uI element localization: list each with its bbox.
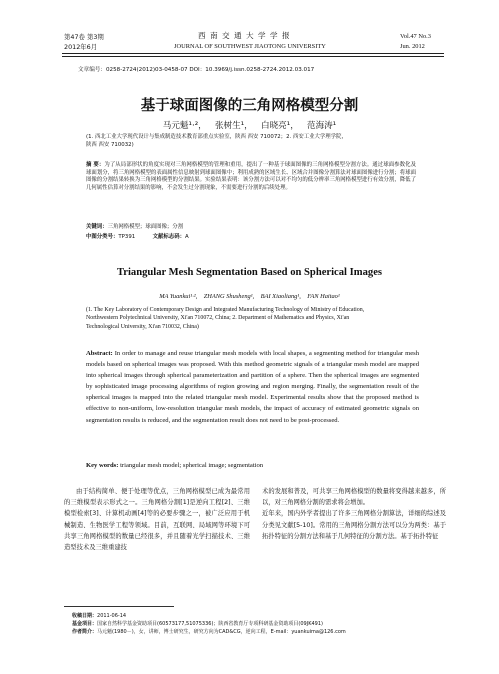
- doc-code-label: 文献标志码：: [152, 234, 185, 240]
- affiliation-en: [86, 306, 426, 331]
- title-cn: 基于球面图像的三角网格模型分割: [140, 98, 359, 114]
- footnote-author: [72, 628, 452, 636]
- doc-code-value: A: [185, 234, 189, 240]
- body-left-column: 由于结构简单、便于处理等优点，三角网格模型已成为最常用的三维模型表示形式之一。三角网格分割[1]是逆向工程[2]、三维模型检索[3]、计算机动画[4]等的必要步骤之一，被广泛应用于机械制造、生物医学工程等领域。目前，互联网、局域网等环境下可共享三角网格模型的数量已经很多，并且随着光学扫描技术、三维造型技术及三维重建技: [64, 488, 250, 552]
- received-date: 2011-06-14: [97, 613, 127, 619]
- header-rule-thin: [62, 56, 444, 57]
- header-journal-cn: 西 南 交 通 大 学 学 报: [198, 31, 291, 40]
- abstract-cn-text: 为了从局部形状的角度实现对三角网格模型的管理和重用，提出了一种基于球面图像的三角网格模型分割方法。通过球面参数化及球面划分，将三角网格模型的表面属性信息映射到球面图像中；利用成熟的区域生长、区域合并图像分割算法对球面图像进行分割；将球面图像的分割结果转换为三角网格模型的分割结果。实验结果表明：该分割方法可以对不均匀的低分辨率三角网格模型进行有效分割，降低了几何属性估算对分割结果的影响，不会发生过分割现象，不需要进行分割的后续处理。: [86, 162, 416, 191]
- footnote-rule: [64, 606, 174, 607]
- affiliation-en-line-2: Northwestern Polytechnical University, Xi'an 710072, China; 2. Department of Mathematics and Physics, Xi'an: [86, 315, 350, 322]
- affiliation-en-line-3: Technological University, Xi'an 710032, China): [86, 323, 199, 330]
- body-right-column: 术的发展和普及，可共享三角网格模型的数量将变得越来越多，所以，对三角网格分割的需求将会增加。 近年来，国内外学者提出了许多三角网格分割算法，详细的综述及分类见文献[5-10]。常用的三角网格分割方法可以分为两类：基于拓扑特征的分割方法和基于几何特征的分割方法。基于拓扑特征: [262, 488, 446, 540]
- clc-value: TP391: [118, 234, 136, 240]
- abstract-en-label: Abstract:: [86, 350, 113, 357]
- authors-cn: 马元魁¹·²， 张树生¹， 白晓亮¹， 范海涛¹: [162, 121, 337, 131]
- footnote: [72, 612, 452, 636]
- keywords-en: [86, 462, 263, 469]
- keywords-cn-text: 三角网格模型；球面图像；分割: [107, 224, 184, 230]
- fund-text: 国家自然科学基金资助项目(60573177,51075336)；陕西省教育厅专项科研基金资助项目(09JK491): [97, 621, 323, 627]
- affiliation-cn-1: (1. 西北工业大学现代设计与集成制造技术教育部重点实验室，陕西 西安 710072；2. 西安工业大学理学院，: [86, 134, 347, 140]
- abstract-cn-label: 摘 要：: [86, 162, 105, 168]
- footnote-fund: [72, 620, 452, 628]
- received-label: 收稿日期：: [72, 613, 98, 619]
- keywords-cn: [86, 224, 183, 232]
- abstract-en: [86, 348, 419, 426]
- author-label: 作者简介：: [72, 629, 98, 635]
- abstract-cn: [86, 162, 416, 192]
- author-text: 马元魁(1980－)，女，讲师，博士研究生，研究方向为CAD&CG，逆向工程，E-mail：yuankuima@126.com: [97, 629, 346, 635]
- keywords-en-label: Key words:: [86, 462, 119, 469]
- article-meta: 文章编号：0258-2724(2012)03-0458-07 DOI：10.3969/j.issn.0258-2724.2012.03.017: [78, 67, 315, 73]
- keywords-en-text: triangular mesh model; spherical image; segmentation: [120, 462, 264, 469]
- affiliation-cn-2: 陕西 西安 710032): [86, 142, 134, 148]
- classification-cn: [86, 234, 189, 242]
- header-volume-cn: 第47卷 第3期: [64, 33, 104, 41]
- fund-label: 基金项目：: [72, 621, 98, 627]
- keywords-cn-label: 关键词：: [86, 224, 108, 230]
- clc-label: 中图分类号：: [86, 234, 119, 240]
- header-rule-thick: [62, 53, 444, 54]
- footnote-received: [72, 612, 452, 620]
- abstract-en-text: In order to manage and reuse triangular mesh models with local shapes, a segmenting method for triangular mesh models based on spherical images was proposed. With this method geometric signals of a triangular mesh model are mapped into spherical images through spherical parameterization and partition of a sphere. Then the spherical images are segmented by sophisticated image processing algorithms of region growing and region merging. Finally, the segmentation result of the spherical images is mapped into the related triangular mesh model. Experimental results show that the proposed method is effective to non-uniform, low-resolution triangular mesh models, the impact of accuracy of estimated geometric signals on segmentation results is reduced, and the segmentation result does not need to be post-processed.: [86, 350, 419, 424]
- header-date-en: Jun. 2012: [400, 43, 425, 50]
- header-date-cn: 2012年6月: [64, 43, 98, 51]
- title-en: Triangular Mesh Segmentation Based on Spherical Images: [116, 267, 383, 278]
- affiliation-en-line-1: (1. The Key Laboratory of Contemporary Design and Integrated Manufacturing Technology of Ministry of Education,: [86, 307, 365, 313]
- header-journal-en: JOURNAL OF SOUTHWEST JIAOTONG UNIVERSITY: [174, 43, 326, 50]
- header-volume-en: Vol.47 No.3: [400, 33, 431, 40]
- authors-en: MA Yuankui¹·², ZHANG Shusheng¹, BAI Xiaoliang¹, FAN Haitao¹: [159, 293, 340, 300]
